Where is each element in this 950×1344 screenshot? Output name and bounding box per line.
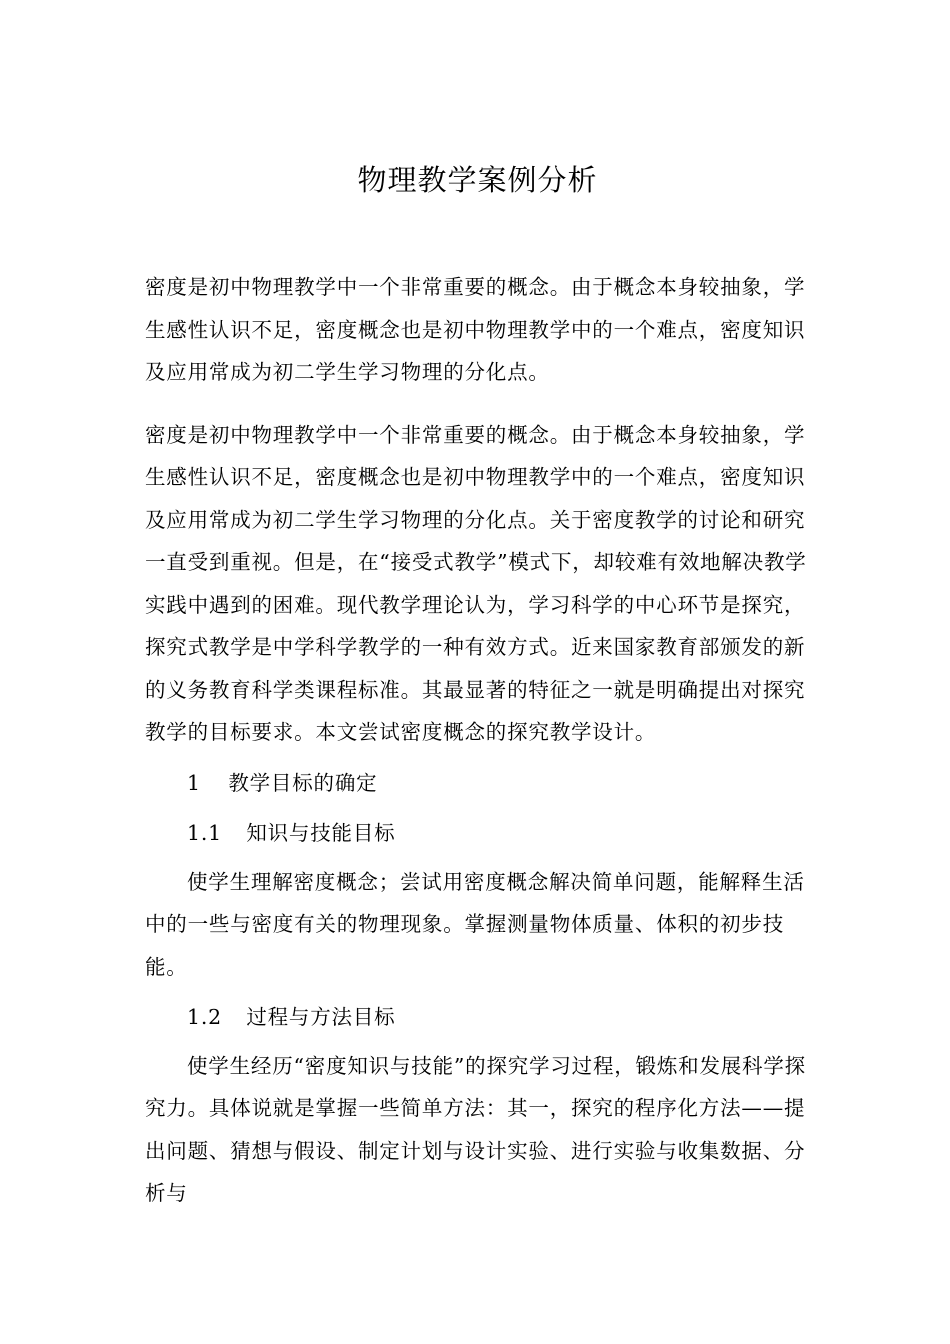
section-1-2-paragraph: 使学生经历“密度知识与技能”的探究学习过程，锻炼和发展科学探究力。具体说就是掌握一些简单方法：其一，探究的程序化方法——提出问题、猜想与假设、制定计划与设计实验、进行实验与收集数据、分析与 (145, 1053, 806, 1205)
intro-paragraph: 密度是初中物理教学中一个非常重要的概念。由于概念本身较抽象，学生感性认识不足，密度概念也是初中物理教学中的一个难点，密度知识及应用常成为初二学生学习物理的分化点。 (145, 275, 806, 384)
document-title: 物理教学案例分析 (357, 163, 598, 197)
section-1-1-number: 1.1 (187, 821, 223, 845)
main-paragraph: 密度是初中物理教学中一个非常重要的概念。由于概念本身较抽象，学生感性认识不足，密度概念也是初中物理教学中的一个难点，密度知识及应用常成为初二学生学习物理的分化点。关于密度教学的讨论和研究一直受到重视。但是，在“接受式教学”模式下，却较难有效地解决教学实践中遇到的困难。现代教学理论认为，学习科学的中心环节是探究，探究式教学是中学科学教学的一种有效方式。近来国家教育部颁发的新的义务教育科学类课程标准。其最显著的特征之一就是明确提出对探究教学的目标要求。本文尝试密度概念的探究教学设计。 (145, 422, 807, 744)
section-1-2-number: 1.2 (187, 1005, 223, 1029)
section-1-2-heading (145, 996, 810, 1039)
section-1-1-paragraph: 使学生理解密度概念；尝试用密度概念解决简单问题，能解释生活中的一些与密度有关的物理现象。掌握测量物体质量、体积的初步技能。 (145, 869, 805, 979)
section-1-number: 1 (187, 770, 201, 795)
section-1-title: 教学目标的确定 (228, 770, 378, 795)
section-1-1-title: 知识与技能目标 (246, 821, 396, 845)
section-1-1-heading (145, 812, 810, 855)
section-1-2-title: 过程与方法目标 (246, 1005, 396, 1029)
section-1-heading (145, 762, 810, 805)
